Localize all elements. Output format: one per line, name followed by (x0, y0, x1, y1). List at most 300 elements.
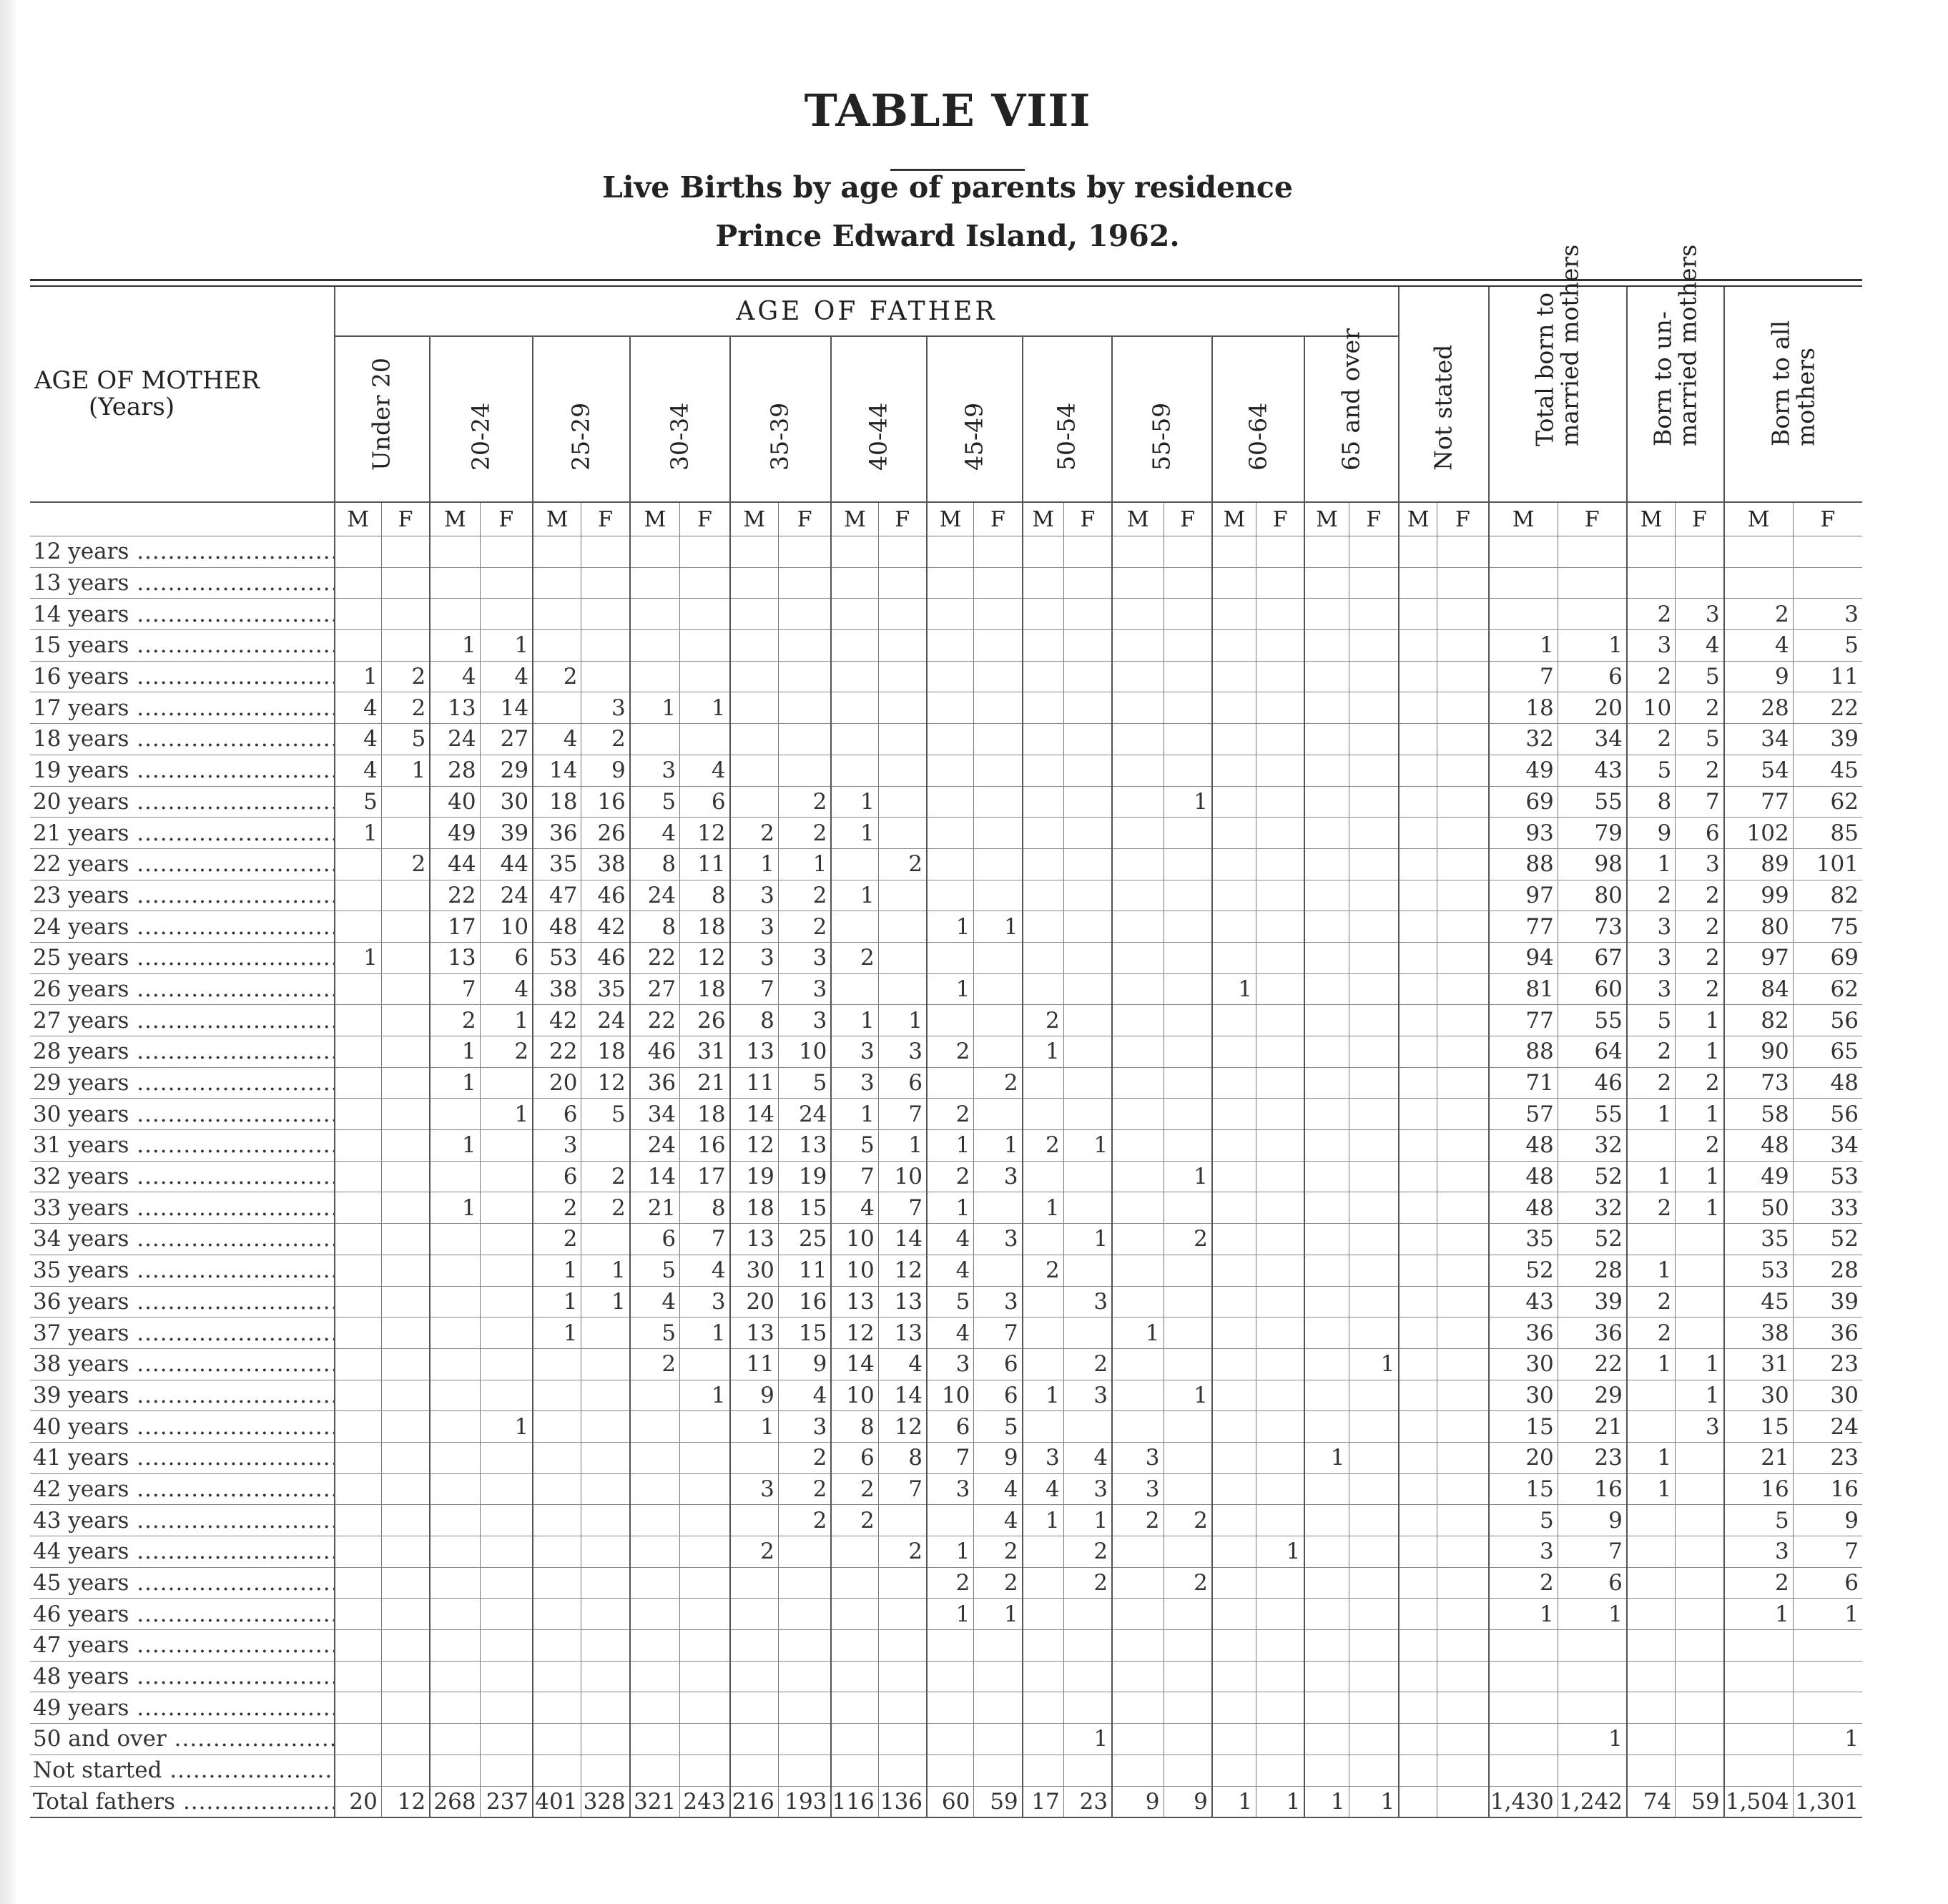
male-count-cell: 2 (630, 1348, 680, 1380)
male-count-cell (1304, 536, 1349, 568)
female-count-cell (480, 567, 533, 599)
male-count-cell: 216 (730, 1786, 779, 1817)
male-count-cell: 2 (1627, 1192, 1676, 1224)
male-count-cell: 1 (533, 1255, 581, 1286)
male-count-cell: 5 (1627, 755, 1676, 786)
male-count-cell (430, 1755, 480, 1786)
female-count-cell (581, 1661, 630, 1692)
table-row (30, 1130, 1862, 1162)
male-count-cell: 2 (831, 1505, 878, 1536)
male-count-cell (1399, 1317, 1437, 1349)
male-count-cell (630, 1692, 680, 1724)
male-count-cell (1112, 880, 1164, 911)
male-count-cell: 97 (1489, 880, 1558, 911)
female-count-cell (1349, 1661, 1399, 1692)
male-count-cell: 1,504 (1724, 1786, 1794, 1817)
male-count-cell: 3 (1627, 911, 1676, 943)
female-count-cell (1164, 1192, 1212, 1224)
male-count-cell (1304, 1317, 1349, 1349)
female-count-cell: 39 (1793, 1286, 1862, 1317)
female-count-cell (1676, 1661, 1724, 1692)
male-count-cell: 49 (430, 818, 480, 849)
male-count-cell: 14 (831, 1348, 878, 1380)
male-count-cell (1399, 1536, 1437, 1568)
age-of-mother-header (30, 287, 335, 502)
female-column-header: F (1164, 502, 1212, 536)
female-count-cell: 18 (680, 973, 730, 1005)
male-count-cell: 4 (630, 818, 680, 849)
female-count-cell: 13 (878, 1317, 927, 1349)
male-count-cell (1023, 1536, 1064, 1568)
female-count-cell: 9 (1793, 1505, 1862, 1536)
female-count-cell (1063, 1255, 1112, 1286)
female-count-cell (1256, 1692, 1305, 1724)
male-count-cell: 30 (1489, 1348, 1558, 1380)
female-count-cell: 23 (1793, 1442, 1862, 1473)
female-count-cell: 1 (1063, 1724, 1112, 1755)
female-count-cell: 9 (581, 755, 630, 786)
male-count-cell: 47 (533, 880, 581, 911)
female-count-cell (1437, 1536, 1489, 1568)
male-count-cell: 4 (927, 1317, 974, 1349)
female-count-cell (1437, 1380, 1489, 1411)
male-count-cell (1304, 1348, 1349, 1380)
male-count-cell (533, 1724, 581, 1755)
female-count-cell (1437, 1099, 1489, 1130)
male-count-cell (1399, 1348, 1437, 1380)
male-count-cell (1023, 1724, 1064, 1755)
male-count-cell (1399, 1130, 1437, 1162)
mother-age-label: 16 years ..... (30, 661, 335, 692)
female-count-cell: 60 (1558, 973, 1627, 1005)
male-count-cell: 15 (1489, 1411, 1558, 1443)
male-count-cell (730, 1442, 779, 1473)
male-count-cell: 1 (1212, 1786, 1256, 1817)
male-count-cell (430, 1317, 480, 1349)
male-count-cell: 3 (1023, 1442, 1064, 1473)
female-count-cell: 52 (1558, 1224, 1627, 1255)
female-count-cell (1676, 1442, 1724, 1473)
male-count-cell: 3 (1627, 630, 1676, 662)
male-count-cell: 12 (730, 1130, 779, 1162)
male-count-cell (630, 1755, 680, 1786)
female-count-cell (1063, 1036, 1112, 1068)
female-count-cell (480, 1505, 533, 1536)
female-count-cell (1437, 1786, 1489, 1817)
female-count-cell (1349, 1192, 1399, 1224)
female-count-cell: 55 (1558, 1005, 1627, 1036)
male-count-cell: 2 (1023, 1130, 1064, 1162)
male-count-cell: 22 (630, 942, 680, 973)
male-count-cell: 2 (533, 661, 581, 692)
female-count-cell: 28 (1558, 1255, 1627, 1286)
male-count-cell (730, 1692, 779, 1724)
male-count-cell (1304, 1255, 1349, 1286)
mother-age-label: 27 years ..... (30, 1005, 335, 1036)
male-count-cell (1627, 1411, 1676, 1443)
male-count-cell: 77 (1724, 786, 1794, 818)
female-count-cell: 48 (1793, 1067, 1862, 1099)
father-age-group-label: 65 and over (1337, 328, 1365, 471)
male-count-cell: 5 (831, 1130, 878, 1162)
female-count-cell (381, 1161, 430, 1192)
male-count-cell: 4 (927, 1224, 974, 1255)
table-row (30, 630, 1862, 662)
male-count-cell (335, 1380, 382, 1411)
female-count-cell (1349, 1005, 1399, 1036)
male-count-cell (730, 1630, 779, 1662)
female-count-cell: 1 (581, 1255, 630, 1286)
female-count-cell (1063, 536, 1112, 568)
female-count-cell: 1 (1676, 1380, 1724, 1411)
male-count-cell (1112, 1130, 1164, 1162)
father-age-group-header (1212, 336, 1305, 502)
male-count-cell (630, 1473, 680, 1505)
female-count-cell (480, 1161, 533, 1192)
male-count-cell (630, 1567, 680, 1599)
female-count-cell (1063, 599, 1112, 630)
male-count-cell (1112, 661, 1164, 692)
female-count-cell: 1 (974, 1130, 1023, 1162)
female-count-cell (1063, 911, 1112, 943)
table-row (30, 1567, 1862, 1599)
male-count-cell (1023, 1348, 1064, 1380)
male-count-cell (1023, 1755, 1064, 1786)
female-count-cell (1063, 1755, 1112, 1786)
male-count-cell (1399, 1724, 1437, 1755)
female-count-cell (680, 630, 730, 662)
male-count-cell (1212, 911, 1256, 943)
female-count-cell (974, 1255, 1023, 1286)
male-count-cell (1212, 1630, 1256, 1662)
female-count-cell (1676, 1692, 1724, 1724)
female-count-cell (680, 1442, 730, 1473)
female-count-cell (974, 755, 1023, 786)
male-count-cell: 10 (927, 1380, 974, 1411)
female-count-cell: 1 (680, 1380, 730, 1411)
female-count-cell: 11 (680, 848, 730, 880)
female-count-cell (581, 599, 630, 630)
male-count-cell (1023, 818, 1064, 849)
male-count-cell (335, 1192, 382, 1224)
female-count-cell: 4 (878, 1348, 927, 1380)
father-age-group-label: 60-64 (1244, 403, 1272, 471)
female-count-cell (878, 692, 927, 724)
female-count-cell: 32 (1558, 1130, 1627, 1162)
female-column-header: F (878, 502, 927, 536)
male-count-cell (730, 786, 779, 818)
female-count-cell (381, 536, 430, 568)
father-age-group-header (533, 336, 630, 502)
female-count-cell (381, 818, 430, 849)
female-count-cell: 1 (1793, 1724, 1862, 1755)
male-count-cell: 22 (630, 1005, 680, 1036)
male-count-cell (1399, 1380, 1437, 1411)
female-count-cell: 1 (581, 1286, 630, 1317)
female-count-cell (381, 1005, 430, 1036)
female-count-cell (1349, 692, 1399, 724)
female-count-cell: 85 (1793, 818, 1862, 849)
male-count-cell: 36 (533, 818, 581, 849)
female-count-cell: 9 (1164, 1786, 1212, 1817)
page-subtitle: Live Births by age of parents by residence (602, 170, 1293, 205)
female-count-cell: 2 (1164, 1505, 1212, 1536)
female-count-cell: 33 (1793, 1192, 1862, 1224)
male-count-cell: 1 (1627, 1348, 1676, 1380)
female-count-cell: 36 (1793, 1317, 1862, 1349)
mother-age-label: 24 years ..... (30, 911, 335, 943)
female-count-cell (1256, 755, 1305, 786)
female-count-cell (1256, 1286, 1305, 1317)
male-count-cell: 15 (1489, 1473, 1558, 1505)
male-count-cell (1212, 755, 1256, 786)
female-count-cell (1349, 567, 1399, 599)
female-count-cell (1164, 1411, 1212, 1443)
female-column-header: F (974, 502, 1023, 536)
male-count-cell (1112, 755, 1164, 786)
male-count-cell: 38 (1724, 1317, 1794, 1349)
male-count-cell (1212, 818, 1256, 849)
male-count-cell (1112, 1380, 1164, 1411)
male-count-cell: 5 (1627, 1005, 1676, 1036)
years-label: (Years) (89, 393, 175, 421)
male-count-cell (730, 755, 779, 786)
female-count-cell (381, 1286, 430, 1317)
female-count-cell (581, 1473, 630, 1505)
male-count-cell (533, 536, 581, 568)
male-count-cell (831, 1630, 878, 1662)
male-count-cell: 1 (730, 1411, 779, 1443)
male-count-cell: 17 (430, 911, 480, 943)
male-count-cell (1112, 1724, 1164, 1755)
male-count-cell: 7 (831, 1161, 878, 1192)
male-count-cell: 35 (1489, 1224, 1558, 1255)
female-count-cell (381, 1755, 430, 1786)
male-count-cell (430, 536, 480, 568)
female-count-cell: 3 (1063, 1380, 1112, 1411)
male-count-cell (1399, 630, 1437, 662)
female-count-cell: 82 (1793, 880, 1862, 911)
male-count-cell (927, 1630, 974, 1662)
male-count-cell: 116 (831, 1786, 878, 1817)
mother-age-label: 50 and over ..... (30, 1724, 335, 1755)
male-count-cell: 31 (1724, 1348, 1794, 1380)
male-count-cell (1399, 786, 1437, 818)
mother-age-label: 22 years ..... (30, 848, 335, 880)
male-count-cell: 1 (1627, 848, 1676, 880)
female-count-cell (1437, 724, 1489, 755)
female-count-cell: 52 (1558, 1161, 1627, 1192)
female-count-cell: 11 (1793, 661, 1862, 692)
male-count-cell (927, 1505, 974, 1536)
male-count-cell (1304, 1692, 1349, 1724)
male-count-cell: 2 (831, 1473, 878, 1505)
male-count-cell (335, 1411, 382, 1443)
male-count-cell (1212, 1255, 1256, 1286)
mother-age-label: Total fathers ..... (30, 1786, 335, 1817)
mother-age-label: 45 years ..... (30, 1567, 335, 1599)
male-count-cell (1023, 880, 1064, 911)
male-count-cell (1627, 536, 1676, 568)
female-count-cell (680, 724, 730, 755)
male-count-cell (533, 1380, 581, 1411)
female-count-cell (878, 1505, 927, 1536)
female-count-cell (480, 1755, 533, 1786)
male-count-cell (1023, 599, 1064, 630)
female-count-cell (1256, 692, 1305, 724)
female-count-cell (1063, 818, 1112, 849)
male-count-cell: 81 (1489, 973, 1558, 1005)
mother-age-label: 26 years ..... (30, 973, 335, 1005)
male-count-cell: 268 (430, 1786, 480, 1817)
male-count-cell (1399, 1692, 1437, 1724)
female-count-cell (381, 630, 430, 662)
male-count-cell (1112, 1630, 1164, 1662)
female-count-cell: 1 (480, 1099, 533, 1130)
female-column-header: F (581, 502, 630, 536)
female-count-cell (974, 567, 1023, 599)
female-count-cell: 2 (778, 880, 831, 911)
mother-age-label: 46 years ..... (30, 1599, 335, 1630)
female-count-cell (1063, 692, 1112, 724)
male-count-cell: 1 (1724, 1599, 1794, 1630)
female-count-cell (581, 1380, 630, 1411)
table-row (30, 1192, 1862, 1224)
male-count-cell: 57 (1489, 1099, 1558, 1130)
female-count-cell: 2 (581, 724, 630, 755)
female-count-cell (581, 630, 630, 662)
female-count-cell: 30 (1793, 1380, 1862, 1411)
male-count-cell: 2 (1112, 1505, 1164, 1536)
female-count-cell: 101 (1793, 848, 1862, 880)
male-count-cell (1304, 1630, 1349, 1662)
female-count-cell: 16 (1793, 1473, 1862, 1505)
female-count-cell: 2 (778, 786, 831, 818)
female-count-cell (1437, 1755, 1489, 1786)
female-count-cell (778, 536, 831, 568)
male-count-cell (927, 942, 974, 973)
male-count-cell (1023, 1286, 1064, 1317)
male-count-cell (1489, 536, 1558, 568)
male-count-cell (1399, 1599, 1437, 1630)
female-count-cell (381, 1317, 430, 1349)
table-row (30, 661, 1862, 692)
mother-age-label: 41 years ..... (30, 1442, 335, 1473)
female-count-cell (878, 973, 927, 1005)
female-count-cell: 6 (480, 942, 533, 973)
male-count-cell (927, 599, 974, 630)
female-count-cell (1256, 1067, 1305, 1099)
male-count-cell (1399, 1286, 1437, 1317)
female-count-cell: 56 (1793, 1099, 1862, 1130)
male-count-cell: 10 (831, 1224, 878, 1255)
male-count-cell: 46 (630, 1036, 680, 1068)
male-column-header: M (533, 502, 581, 536)
male-count-cell (1489, 1630, 1558, 1662)
male-count-cell (1304, 661, 1349, 692)
table-row (30, 536, 1862, 568)
female-count-cell (480, 1348, 533, 1380)
female-count-cell (1349, 1380, 1399, 1411)
female-count-cell (1558, 1661, 1627, 1692)
female-count-cell (581, 1411, 630, 1443)
male-count-cell (1399, 911, 1437, 943)
male-count-cell: 1 (1627, 1099, 1676, 1130)
female-count-cell (778, 1536, 831, 1568)
female-count-cell: 2 (878, 848, 927, 880)
male-count-cell (630, 1536, 680, 1568)
male-count-cell (335, 1036, 382, 1068)
female-count-cell: 1 (1676, 1348, 1724, 1380)
female-count-cell: 15 (778, 1317, 831, 1349)
mother-age-label: 47 years ..... (30, 1630, 335, 1662)
male-count-cell: 2 (927, 1161, 974, 1192)
female-count-cell: 26 (581, 818, 630, 849)
male-count-cell: 3 (730, 880, 779, 911)
mother-age-label: 17 years ..... (30, 692, 335, 724)
female-count-cell (878, 880, 927, 911)
table-row (30, 848, 1862, 880)
male-count-cell (1212, 1348, 1256, 1380)
male-count-cell (335, 1224, 382, 1255)
female-count-cell (778, 1630, 831, 1662)
female-count-cell (381, 1192, 430, 1224)
female-column-header: F (1349, 502, 1399, 536)
female-count-cell: 13 (878, 1286, 927, 1317)
female-count-cell (581, 1755, 630, 1786)
male-count-cell: 93 (1489, 818, 1558, 849)
female-count-cell (1256, 786, 1305, 818)
female-count-cell (1793, 1661, 1862, 1692)
female-count-cell: 1 (1349, 1786, 1399, 1817)
female-count-cell: 1 (480, 1005, 533, 1036)
male-count-cell: 1 (831, 880, 878, 911)
male-count-cell (1023, 692, 1064, 724)
male-count-cell: 80 (1724, 911, 1794, 943)
male-count-cell: 13 (831, 1286, 878, 1317)
female-count-cell (1164, 661, 1212, 692)
female-count-cell: 3 (778, 1411, 831, 1443)
female-count-cell (1164, 1005, 1212, 1036)
female-count-cell (680, 1630, 730, 1662)
male-count-cell: 4 (831, 1192, 878, 1224)
female-count-cell: 1 (878, 1130, 927, 1162)
male-count-cell (430, 1442, 480, 1473)
mother-age-label: 36 years ..... (30, 1286, 335, 1317)
male-count-cell: 74 (1627, 1786, 1676, 1817)
male-count-cell: 1 (533, 1317, 581, 1349)
female-count-cell (1676, 1599, 1724, 1630)
male-count-cell: 1 (730, 848, 779, 880)
female-count-cell (1676, 1724, 1724, 1755)
female-count-cell: 5 (974, 1411, 1023, 1443)
male-count-cell (1399, 567, 1437, 599)
female-count-cell (680, 536, 730, 568)
female-count-cell (1437, 1067, 1489, 1099)
female-count-cell: 12 (581, 1067, 630, 1099)
male-count-cell (1112, 1192, 1164, 1224)
male-count-cell: 1 (430, 1130, 480, 1162)
male-count-cell: 102 (1724, 818, 1794, 849)
female-count-cell (1256, 630, 1305, 662)
male-count-cell: 4 (335, 692, 382, 724)
female-count-cell: 18 (680, 1099, 730, 1130)
female-count-cell (381, 1630, 430, 1662)
male-count-cell: 1 (1489, 630, 1558, 662)
male-count-cell (831, 1599, 878, 1630)
female-count-cell: 1 (680, 692, 730, 724)
female-count-cell (1063, 942, 1112, 973)
